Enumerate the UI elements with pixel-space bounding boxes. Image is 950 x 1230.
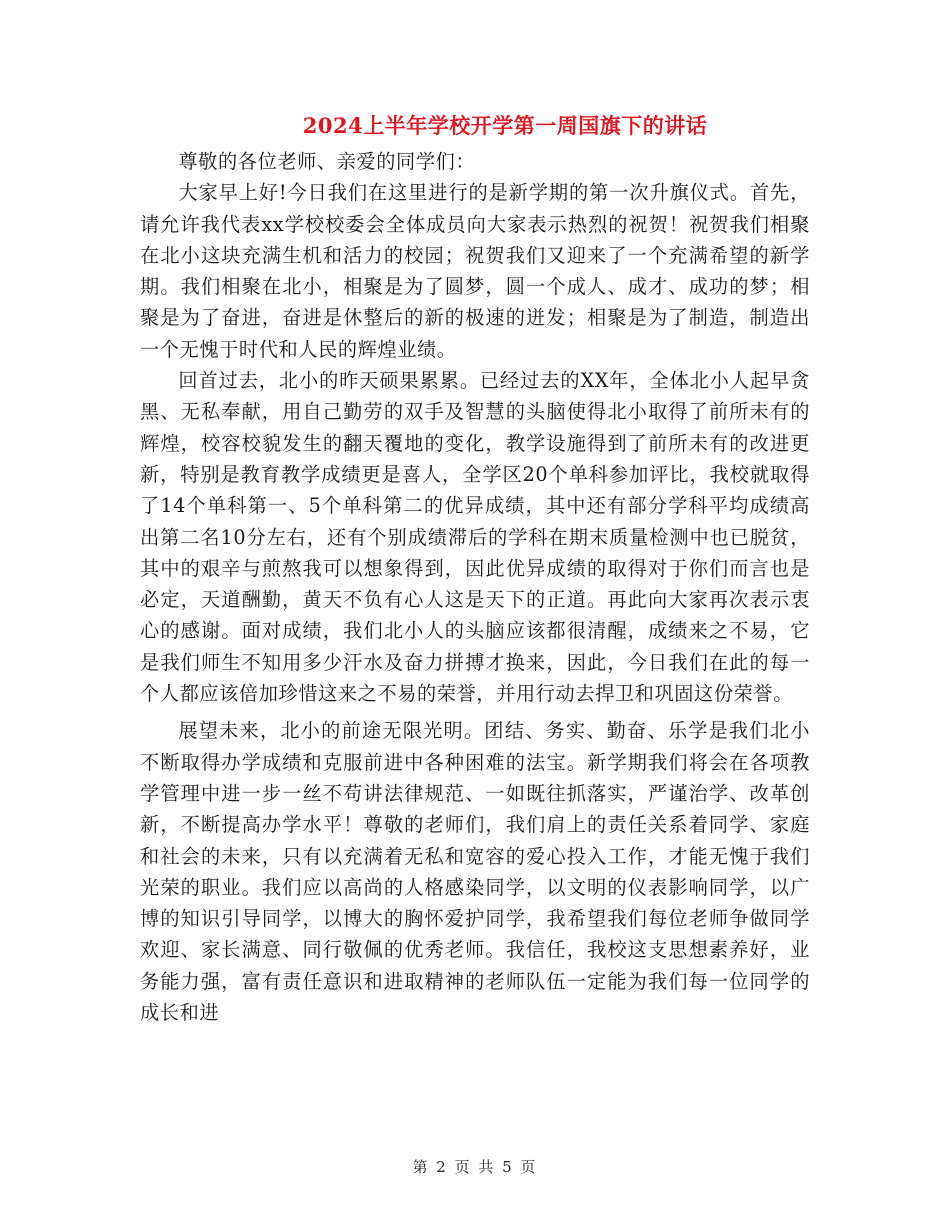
body-paragraph-greeting: 大家早上好!今日我们在这里进行的是新学期的第一次升旗仪式。首先，请允许我代表xx学校校委会全体成员向大家表示热烈的祝贺！祝贺我们相聚在北小这块充满生机和活力的校园；祝贺我们又迎来了一个充满希望的新学期。我们相聚在北小，相聚是为了圆梦，圆一个成人、成才、成功的梦；相聚是为了奋进，奋进是休整后的新的极速的迸发；相聚是为了制造，制造出一个无愧于时代和人民的辉煌业绩。 — [140, 181, 810, 361]
document-title: 2024上半年学校开学第一周国旗下的讲话 — [302, 113, 708, 138]
document-page — [140, 108, 810, 1028]
body-paragraph-review: 回首过去，北小的昨天硕果累累。已经过去的XX年，全体北小人起早贪黑、无私奉献，用自己勤劳的双手及智慧的头脑使得北小取得了前所未有的辉煌，校容校貌发生的翻天覆地的变化，教学设施得到了前所未有的改进更新，特别是教育教学成绩更是喜人，全学区20个单科参加评比，我校就取得了14个单科第一、5个单科第二的优异成绩，其中还有部分学科平均成绩高出第二名10分左右，还有个别成绩滞后的学科在期末质量检测中也已脱贫，其中的艰辛与煎熬我可以想象得到，因此优异成绩的取得对于你们而言也是必定，天道酬勤，黄天不负有心人这是天下的正道。再此向大家再次表示衷心的感谢。面对成绩，我们北小人的头脑应该都很清醒，成绩来之不易，它是我们师生不知用多少汗水及奋力拼搏才换来，因此，今日我们在此的每一个人都应该倍加珍惜这来之不易的荣誉，并用行动去捍卫和巩固这份荣誉。 — [140, 369, 810, 706]
salutation-paragraph: 尊敬的各位老师、亲爱的同学们： — [178, 150, 476, 173]
page-number-footer: 第 2 页 共 5 页 — [412, 1158, 538, 1176]
body-paragraph-outlook: 展望未来，北小的前途无限光明。团结、务实、勤奋、乐学是我们北小不断取得办学成绩和克服前进中各种困难的法宝。新学期我们将会在各项教学管理中进一步一丝不苟讲法律规范、一如既往抓落实，严谨治学、改革创新，不断提高办学水平！尊敬的老师们，我们肩上的责任关系着同学、家庭和社会的未来，只有以充满着无私和宽容的爱心投入工作，才能无愧于我们光荣的职业。我们应以高尚的人格感染同学，以文明的仪表影响同学，以广博的知识引导同学，以博大的胸怀爱护同学，我希望我们每位老师争做同学欢迎、家长满意、同行敬佩的优秀老师。我信任，我校这支思想素养好，业务能力强，富有责任意识和进取精神的老师队伍一定能为我们每一位同学的成长和进 — [140, 719, 810, 1025]
